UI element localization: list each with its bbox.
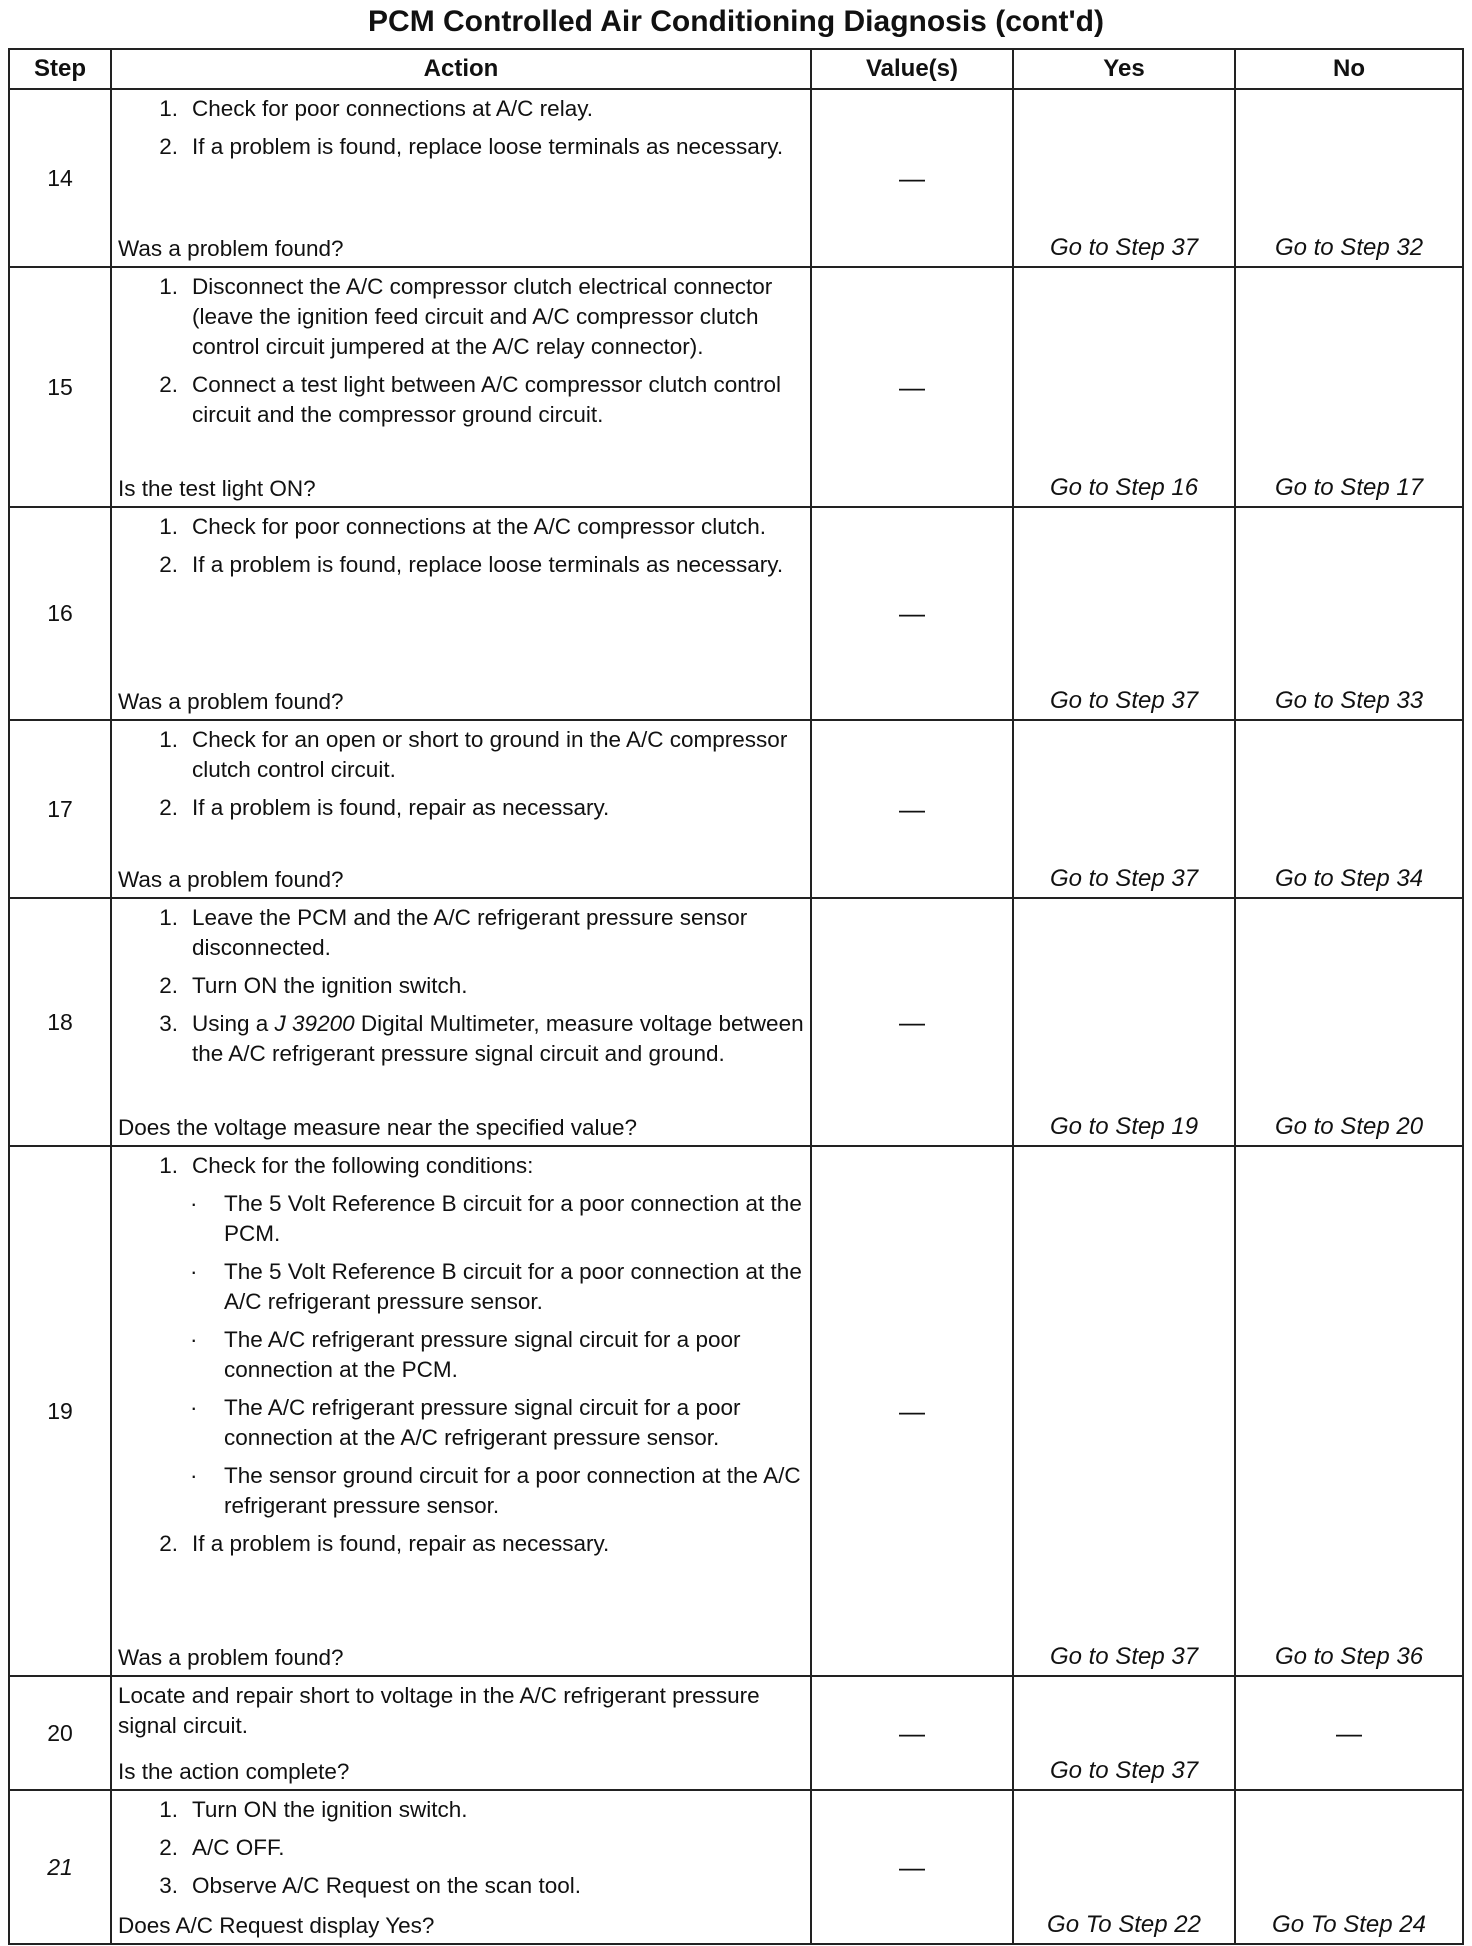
step-number: 19 <box>9 1146 111 1676</box>
item-text: A/C OFF. <box>192 1835 285 1860</box>
bullet-text: The 5 Volt Reference B circuit for a poor connection at the PCM. <box>224 1191 802 1246</box>
question-text: Is the action complete? <box>118 1759 350 1784</box>
no-goto: Go to Step 20 <box>1274 1113 1424 1140</box>
question-text: Does A/C Request display Yes? <box>118 1913 435 1938</box>
yes-goto: Go to Step 37 <box>1049 865 1199 892</box>
value-cell: — <box>811 1676 1013 1790</box>
page-title: PCM Controlled Air Conditioning Diagnosis (cont'd) <box>368 5 1104 38</box>
header-action: Action <box>111 49 811 89</box>
action-cell <box>111 267 811 507</box>
bullet-text: The sensor ground circuit for a poor connection at the A/C refrigerant pressure sensor. <box>224 1463 801 1518</box>
no-goto: Go to Step 32 <box>1274 234 1424 261</box>
no-cell <box>1235 898 1463 1146</box>
table-header-row <box>9 49 1463 89</box>
action-cell <box>111 898 811 1146</box>
table-row <box>9 267 1463 507</box>
item-text: If a problem is found, repair as necessary. <box>192 1531 610 1556</box>
item-number: 3. <box>159 1011 178 1036</box>
item-text: If a problem is found, repair as necessary. <box>192 795 610 820</box>
step-number: 16 <box>9 507 111 720</box>
yes-cell <box>1013 507 1235 720</box>
item-text: Connect a test light between A/C compressor clutch control circuit and the compressor ground circuit. <box>192 372 782 427</box>
value-cell: — <box>811 89 1013 267</box>
step-number: 21 <box>9 1790 111 1944</box>
value-cell: — <box>811 1146 1013 1676</box>
no-goto: Go to Step 34 <box>1274 865 1424 892</box>
step-number: 15 <box>9 267 111 507</box>
item-text: Turn ON the ignition switch. <box>192 973 468 998</box>
yes-goto: Go to Step 37 <box>1049 1757 1199 1784</box>
header-step: Step <box>9 49 111 89</box>
diagnosis-table <box>8 48 1464 1945</box>
no-cell <box>1235 1790 1463 1944</box>
table-row <box>9 898 1463 1146</box>
table-row <box>9 1676 1463 1790</box>
action-cell <box>111 720 811 898</box>
no-cell: — <box>1235 1676 1463 1790</box>
no-cell <box>1235 507 1463 720</box>
tool-name: J 39200 <box>274 1011 355 1036</box>
yes-goto: Go to Step 37 <box>1049 1643 1199 1670</box>
no-goto: Go to Step 36 <box>1274 1643 1424 1670</box>
table-row <box>9 507 1463 720</box>
item-number: 1. <box>159 1797 178 1822</box>
bullet-text: The 5 Volt Reference B circuit for a poor connection at the A/C refrigerant pressure sensor. <box>224 1259 802 1314</box>
action-cell <box>111 1146 811 1676</box>
item-number: 1. <box>159 514 178 539</box>
bullet-icon: · <box>190 1463 198 1488</box>
item-number: 1. <box>159 1153 178 1178</box>
yes-cell <box>1013 1676 1235 1790</box>
no-goto: Go to Step 33 <box>1274 687 1424 714</box>
table-row <box>9 720 1463 898</box>
yes-cell <box>1013 898 1235 1146</box>
item-number: 2. <box>159 372 178 397</box>
table-row <box>9 1790 1463 1944</box>
item-number: 2. <box>159 795 178 820</box>
yes-goto: Go To Step 22 <box>1047 1911 1201 1938</box>
yes-goto: Go to Step 19 <box>1049 1113 1199 1140</box>
yes-goto: Go to Step 16 <box>1049 474 1199 501</box>
no-cell <box>1235 267 1463 507</box>
value-cell: — <box>811 267 1013 507</box>
item-number: 2. <box>159 552 178 577</box>
bullet-text: The A/C refrigerant pressure signal circuit for a poor connection at the A/C refrigerant pressure sensor. <box>224 1395 741 1450</box>
item-number: 1. <box>159 274 178 299</box>
question-text: Was a problem found? <box>118 689 344 714</box>
action-cell <box>111 1676 811 1790</box>
header-values: Value(s) <box>811 49 1013 89</box>
item-text: Check for poor connections at the A/C compressor clutch. <box>192 514 767 539</box>
action-cell <box>111 89 811 267</box>
value-cell: — <box>811 898 1013 1146</box>
step-number: 20 <box>9 1676 111 1790</box>
no-cell <box>1235 720 1463 898</box>
header-no: No <box>1235 49 1463 89</box>
yes-goto: Go to Step 37 <box>1049 687 1199 714</box>
no-goto: Go to Step 17 <box>1274 474 1424 501</box>
yes-cell <box>1013 89 1235 267</box>
table-row <box>9 89 1463 267</box>
question-text: Was a problem found? <box>118 867 344 892</box>
yes-cell <box>1013 720 1235 898</box>
bullet-icon: · <box>190 1191 198 1216</box>
action-cell <box>111 1790 811 1944</box>
question-text: Was a problem found? <box>118 236 344 261</box>
bullet-icon: · <box>190 1259 198 1284</box>
item-number: 2. <box>159 973 178 998</box>
action-text: Locate and repair short to voltage in the A/C refrigerant pressure signal circuit. <box>118 1683 760 1738</box>
item-text <box>192 1009 804 1069</box>
question-text: Does the voltage measure near the specified value? <box>118 1115 638 1140</box>
bullet-icon: · <box>190 1327 198 1352</box>
step-number: 17 <box>9 720 111 898</box>
table-row <box>9 1146 1463 1676</box>
item-text: Observe A/C Request on the scan tool. <box>192 1873 581 1898</box>
yes-cell <box>1013 1146 1235 1676</box>
item-number: 2. <box>159 1835 178 1860</box>
item-number: 3. <box>159 1873 178 1898</box>
item-text: Leave the PCM and the A/C refrigerant pressure sensor disconnected. <box>192 905 748 960</box>
no-cell <box>1235 1146 1463 1676</box>
item-text-prefix: Using a <box>192 1011 275 1036</box>
no-goto: Go To Step 24 <box>1272 1911 1426 1938</box>
item-number: 1. <box>159 727 178 752</box>
item-text: Disconnect the A/C compressor clutch electrical connector (leave the ignition feed circuit and A/C compressor clutch control circuit jumpered at the A/C relay connector). <box>192 274 773 359</box>
item-text: Check for an open or short to ground in the A/C compressor clutch control circuit. <box>192 727 788 782</box>
item-number: 1. <box>159 905 178 930</box>
item-text: Turn ON the ignition switch. <box>192 1797 468 1822</box>
value-cell: — <box>811 507 1013 720</box>
question-text: Is the test light ON? <box>118 476 316 501</box>
step-number: 18 <box>9 898 111 1146</box>
bullet-icon: · <box>190 1395 198 1420</box>
yes-cell <box>1013 267 1235 507</box>
value-cell: — <box>811 720 1013 898</box>
item-text: If a problem is found, replace loose terminals as necessary. <box>192 134 784 159</box>
item-number: 2. <box>159 1531 178 1556</box>
item-number: 2. <box>159 134 178 159</box>
header-yes: Yes <box>1013 49 1235 89</box>
item-text: If a problem is found, replace loose terminals as necessary. <box>192 552 784 577</box>
yes-cell <box>1013 1790 1235 1944</box>
item-text: Check for the following conditions: <box>192 1153 534 1178</box>
yes-goto: Go to Step 37 <box>1049 234 1199 261</box>
step-number: 14 <box>9 89 111 267</box>
item-text: Check for poor connections at A/C relay. <box>192 96 594 121</box>
item-text-suffix: Digital Multimeter, measure voltage between the A/C refrigerant pressure signal circuit and ground. <box>192 1011 804 1066</box>
no-cell <box>1235 89 1463 267</box>
item-number: 1. <box>159 96 178 121</box>
value-cell: — <box>811 1790 1013 1944</box>
bullet-text: The A/C refrigerant pressure signal circuit for a poor connection at the PCM. <box>224 1327 741 1382</box>
action-cell <box>111 507 811 720</box>
question-text: Was a problem found? <box>118 1645 344 1670</box>
